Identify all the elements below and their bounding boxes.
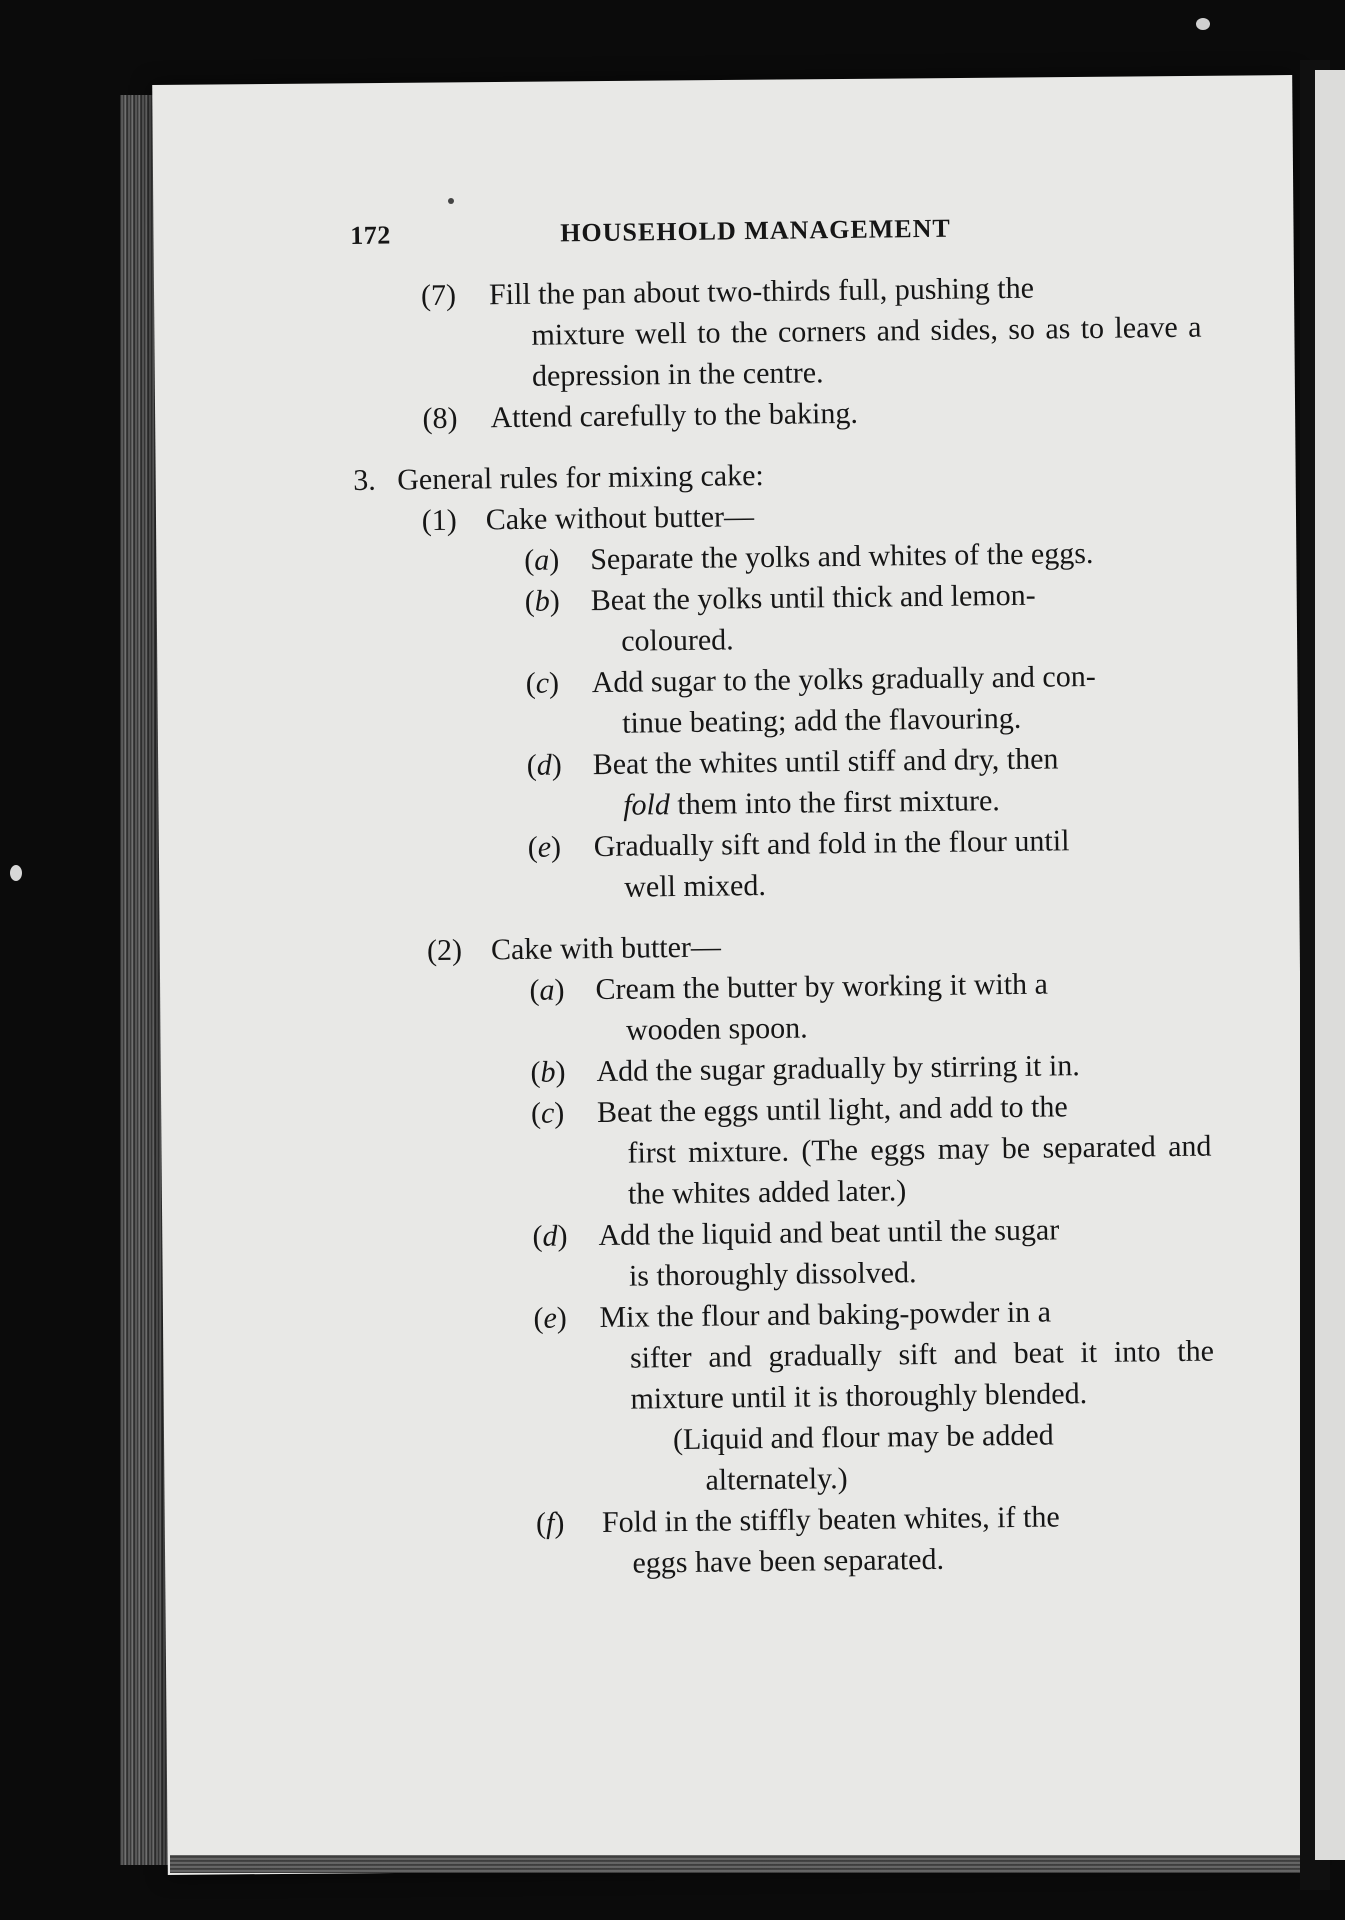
list-item: (c) Add sugar to the yolks gradually and con- tinue beating; add the flavouring. <box>355 655 1206 747</box>
page-text <box>350 205 1217 1587</box>
list-item: (f) Fold in the stiffly beaten whites, if the eggs have been separated. <box>366 1495 1217 1587</box>
item-text-continued: first mixture. (The eggs may be separated and the whites added later.) <box>627 1129 1212 1211</box>
item-text: Mix the flour and baking-powder in a <box>599 1295 1052 1335</box>
item-text-continued: eggs have been separated. <box>632 1542 945 1580</box>
item-text: Add sugar to the yolks gradually and con- <box>591 659 1096 700</box>
step-label: (8) <box>422 401 458 436</box>
item-text: Add the sugar gradually by stirring it in. <box>596 1049 1080 1089</box>
item-text-continued: is thoroughly dissolved. <box>628 1256 917 1293</box>
step-text: Fill the pan about two-thirds full, pushing the <box>488 271 1035 312</box>
subsection-title: Cake with butter— <box>490 930 722 967</box>
item-text: Beat the yolks until thick and lemon- <box>590 578 1036 618</box>
parenthetical-note <box>365 1413 1216 1505</box>
list-item: (a) Cream the butter by working it with a wooden spoon. <box>359 962 1210 1054</box>
scan-speck <box>1196 18 1210 30</box>
item-text-continued: coloured. <box>621 623 734 658</box>
item-text-continued: wooden spoon. <box>625 1011 808 1047</box>
item-letter: d <box>542 1219 558 1253</box>
item-text: Gradually sift and fold in the flour until <box>593 824 1070 864</box>
subsection-label: (2) <box>426 933 463 968</box>
emphasized-word: fold <box>623 788 671 822</box>
item-text: Add the liquid and beat until the sugar <box>598 1213 1060 1253</box>
item-letter: c <box>540 1096 555 1130</box>
subsection-label: (1) <box>421 503 457 538</box>
book-bottom-edge <box>170 1855 1310 1873</box>
item-letter: e <box>537 830 552 864</box>
list-item: (a) Separate the yolks and whites of the eggs. <box>354 532 1204 583</box>
item-text: Fold in the stiffly beaten whites, if the <box>601 1500 1060 1540</box>
item-letter: a <box>534 543 550 577</box>
list-item: (c) Beat the eggs until light, and add to the first mixture. (The eggs may be separated and the whites added later.) <box>361 1085 1212 1218</box>
item-text-continued: sifter and gradually sift and beat it into the mixture until it is thoroughly blended. <box>629 1334 1215 1416</box>
item-text-continued: well mixed. <box>624 868 767 904</box>
scan-speck <box>10 865 22 881</box>
item-letter: d <box>536 748 552 782</box>
item-letter: b <box>540 1055 556 1089</box>
item-letter: b <box>534 584 550 618</box>
running-head: HOUSEHOLD MANAGEMENT <box>560 213 951 248</box>
step-7 <box>351 266 1202 399</box>
list-item: (b) Beat the yolks until thick and lemon- coloured. <box>354 573 1205 665</box>
list-item: (b) Add the sugar gradually by stirring it in. <box>360 1044 1210 1095</box>
facing-page-edge <box>1315 70 1345 1860</box>
item-letter: e <box>543 1301 558 1335</box>
item-letter: a <box>539 973 555 1007</box>
item-text: Separate the yolks and whites of the eggs. <box>590 536 1094 577</box>
item-letter: c <box>535 666 550 700</box>
item-text: Cream the butter by working it with a <box>595 967 1049 1007</box>
subsection-title: Cake without butter— <box>485 500 755 537</box>
list-item: (d) Beat the whites until stiff and dry, then fold them into the first mixture. <box>526 742 1059 822</box>
step-label: (7) <box>420 278 457 313</box>
item-text-continued: tinue beating; add the flavouring. <box>622 701 1022 740</box>
note-text: (Liquid and flour may be added <box>672 1418 1054 1457</box>
note-text-continued: alternately.) <box>705 1462 848 1497</box>
list-item: (e) Gradually sift and fold in the flour until well mixed. <box>358 819 1209 911</box>
list-item: (e) Mix the flour and baking-powder in a sifter and gradually sift and beat it into the mixture until it is thoroughly blended. <box>363 1290 1214 1423</box>
page-number: 172 <box>350 220 391 250</box>
print-speck <box>448 198 454 204</box>
item-text: Beat the whites until stiff and dry, then <box>592 742 1059 782</box>
list-item: (d) Add the liquid and beat until the sugar is thoroughly dissolved. <box>362 1208 1213 1300</box>
section-number: 3. <box>353 463 376 497</box>
item-text: Beat the eggs until light, and add to the <box>596 1090 1068 1130</box>
step-text: Attend carefully to the baking. <box>490 396 859 435</box>
item-text-continued: them into the first mixture. <box>669 784 1001 822</box>
item-letter: f <box>545 1506 555 1540</box>
section-title: General rules for mixing cake: <box>397 458 764 497</box>
step-text-continued: mixture well to the corners and sides, so as to leave a depression in the centre. <box>531 310 1202 393</box>
